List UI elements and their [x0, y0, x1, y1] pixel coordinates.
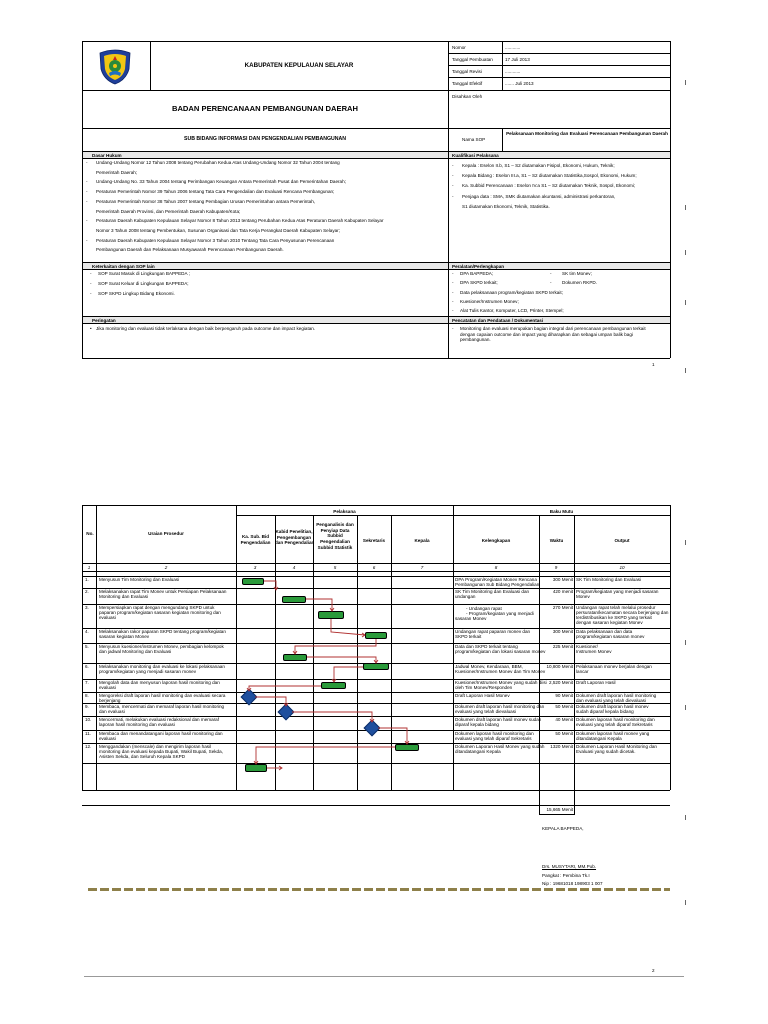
row-uraian-line: paparan program/kegiatan sasaran kegiatan monitoring dan — [99, 610, 221, 615]
kualifikasi-title: Kualifikasi Pelaksana — [452, 152, 499, 158]
dasar-hukum-item: Nomor 3 Tahun 2008 tentang Pembentukan, Susunan Organisasi dan Tata Kerja Perangkat Daerah Kabupaten Selayar; — [96, 227, 340, 233]
row-uraian-line: Membaca dan menandatangani laporan hasil monitoring dan — [99, 731, 223, 736]
row-uraian-line: program/kegiatan yang menjadi sasaran monev — [99, 669, 197, 674]
peralatan-item-b: Dokumen RKPD. — [562, 280, 597, 286]
column-number: 1 — [87, 564, 91, 570]
row-uraian-line: laporan hasil monitoring dan evaluasi — [99, 722, 175, 727]
meta-value-tanggal-efektif: ....... Juli 2013 — [505, 81, 534, 86]
row-kelengkapan-line: sasaran Monev — [455, 616, 487, 621]
row-kelengkapan-line: Dokumen Laporan Hasil Monev yang sudah — [455, 744, 545, 749]
row-output-line: dengan sasaran kegiatan Monev — [576, 620, 643, 625]
actor-label-line: Pengendalian — [240, 539, 271, 545]
row-kelengkapan-line: SKPD terkait — [455, 634, 482, 639]
row-uraian-line: Menyusun Tim Monitoring dan Evaluasi — [99, 577, 180, 582]
row-kelengkapan-line: Pembangunan Sub Bidang Pengendalian — [455, 582, 540, 587]
column-number: 8 — [494, 564, 498, 570]
dasar-hukum-bullet: - — [86, 160, 88, 165]
row-uraian-line: Monitoring dan Evaluasi — [99, 594, 149, 599]
row-uraian-line: Melaksanakan monitoring dan evaluasi ke lokasi pelaksanaan — [99, 664, 225, 669]
flow-connector-line — [292, 712, 372, 722]
row-uraian-line: Mencermati, melakukan evaluasi redaksional dan memaraf — [99, 717, 220, 722]
disahkan-oleh-label: Disahkan Oleh — [452, 94, 483, 99]
col-kelengkapan-header: Kelengkapan — [481, 538, 511, 543]
signature-title: KEPALA BAPPEDA, — [542, 826, 584, 831]
peralatan-item: DPA SKPD terkait; — [460, 280, 498, 286]
kualifikasi-item: Kepala : Eselon II.b, S1 – S2 diutamakan Fisipol, Ekonomi, Hukum, Teknik; — [462, 163, 615, 168]
row-output-line: Monev — [576, 594, 590, 599]
row-output-line: Pelaksanaan monev berjalan dengan — [576, 664, 652, 669]
row-kelengkapan-line: DPA Program/Kegiatan Monev Rencana — [455, 577, 537, 582]
row-output-line: sudah diparaf kepala bidang — [576, 709, 634, 714]
peralatan-bullet: - — [452, 280, 454, 286]
meta-value-nomor: ............ — [505, 45, 521, 50]
peralatan-item: DPA BAPPEDA; — [460, 271, 494, 276]
signature-pangkat: Pangkat : Pembina Tk.I — [542, 873, 590, 878]
row-kelengkapan-line: oleh Tim Monev/Responden — [455, 685, 513, 690]
peralatan-item: Data pelaksanaan program/kegiatan SKPD terkait; — [460, 289, 563, 295]
col-output-header: Output — [614, 538, 630, 543]
peringatan-text: Jika monitoring dan evaluasi tidak terlaksana dengan baik berpengaruh pada outcome dan impact kegiatan. — [96, 326, 316, 331]
meta-label-tanggal-pembuatan: Tanggal Pembuatan — [452, 57, 493, 62]
row-uraian-line: Mempersiapkan rapat dengan mengundang SKPD untuk — [99, 605, 215, 610]
row-output-line: Dokumen laporan hasil monitoring dan — [576, 717, 655, 722]
column-number: 2 — [164, 564, 168, 570]
row-output-line: Kuesioner/ — [576, 644, 598, 649]
actor-label-line: Penyiap Data — [320, 527, 350, 533]
pencatatan-line-2: dengan capaian outcome dan impact yang diharapkan dan sebagai umpan balik bagi — [460, 331, 633, 337]
row-waktu: 10,800 Menit — [546, 664, 573, 669]
actor-label-line: Subbid Statistik — [317, 544, 353, 550]
row-output-line: ditandatangani Kepala — [576, 736, 622, 741]
peralatan-item: Kuesioner/Instrumen Monev; — [460, 298, 519, 304]
peralatan-bullet: - — [452, 289, 454, 295]
row-uraian-line: evaluasi — [99, 736, 116, 741]
row-kelengkapan-line: Dokumen laporan hasil monitoring dan — [455, 731, 534, 736]
row-waktu: 90 Menit — [555, 693, 573, 698]
kualifikasi-item: Kepala Bidang : Eselon III.a, S1 – S2 diutamakan Statistika,Sospol, Ekonomi, Hukum; — [462, 173, 637, 179]
row-kelengkapan-line: - Undangan rapat — [466, 606, 502, 611]
meta-label-tanggal-efektif: Tanggal Efektif — [452, 81, 483, 86]
meta-label-tanggal-revisi: Tanggal Revisi — [452, 69, 482, 74]
meta-value-tanggal-pembuatan: 17 Juli 2013 — [505, 57, 530, 62]
row-waktu: 270 Menit — [552, 605, 573, 610]
column-number: 3 — [253, 564, 257, 570]
dasar-hukum-item: Pemerintah Daerah; — [96, 169, 138, 175]
column-number: 4 — [292, 564, 296, 570]
kualifikasi-item: S1 diutamakan Ekonomi, Teknik, Statistika. — [462, 203, 550, 209]
row-waktu: 420 menit — [552, 589, 573, 594]
peralatan-bullet: - — [452, 308, 454, 314]
peringatan-bullet: • — [90, 326, 92, 331]
actor-label-line: Sekretaris — [362, 538, 386, 543]
row-number: 5. — [85, 644, 89, 649]
row-waktu: 40 Menit — [555, 717, 573, 722]
dasar-hukum-bullet: - — [86, 198, 88, 204]
row-uraian-line: Membaca, mencermati dan memaraf laporan hasil monitoring — [99, 704, 225, 709]
dasar-hukum-item: Peraturan Daerah Kabupaten Kepulauan Selayar Nomor 8 Tahun 2013 tentang Perubahan Kedua Atas Peraturan Daerah Kabupaten Selayar — [96, 218, 384, 224]
flow-connector-line — [331, 619, 365, 635]
dasar-hukum-bullet: - — [86, 179, 88, 185]
keterkaitan-item: SOP SKPD Lingkup Bidang Ekonomi. — [98, 291, 175, 296]
row-waktu: 50 Menit — [555, 704, 573, 709]
peralatan-bullet: - — [550, 271, 552, 276]
row-waktu: 2,520 Menit — [548, 680, 573, 685]
row-output-line: persuratan/kecamatan secara berjenjang dan — [576, 610, 669, 615]
row-kelengkapan-line: diparaf kepala bidang — [455, 722, 499, 727]
page-number-2: 2 — [652, 968, 655, 973]
row-number: 6. — [85, 664, 89, 669]
dasar-hukum-item: Peraturan Daerah Kabupaten Kepulauan Selayar Nomor 3 Tahun 2010 Tentang Tata Cara Penyusunan Perencanaan — [96, 237, 335, 243]
actor-label-line: Subbid — [327, 533, 343, 539]
pencatatan-dash: - — [452, 326, 454, 331]
keterkaitan-item: SOP Surat Keluar di Lingkungan BAPPEDA; — [98, 281, 189, 286]
row-uraian-line: sasaran kegiatan Monev — [99, 634, 150, 639]
kualifikasi-bullet: - — [452, 183, 454, 189]
column-number: 10 — [619, 564, 625, 570]
row-number: 1. — [85, 577, 89, 582]
dasar-hukum-title: Dasar Hukum — [92, 152, 122, 158]
row-output-line: Instrumen Monev — [576, 649, 612, 654]
actor-label-line: Kepala — [414, 538, 430, 543]
pencatatan-line-1: Monitoring dan evaluasi merupakan bagian integral dari perencanaan pembangunan terkait — [460, 326, 646, 331]
row-waktu: 1320 Menit — [550, 744, 573, 749]
row-output-line: dan evaluasi yang telah dievaluasi — [576, 698, 646, 703]
row-number: 4. — [85, 629, 89, 634]
dasar-hukum-item: Peraturan Pemerintah Nomor 38 Tahun 2007 tentang Pembagian Urusan Pemerintahan antara Pemerintah, — [96, 198, 316, 204]
dasar-hukum-bullet: - — [86, 237, 88, 243]
row-uraian-line: Mengolah data dan menyusun laporan hasil monitoring dan — [99, 680, 220, 685]
peralatan-title: Peralatan/Perlengkapan — [452, 263, 505, 269]
row-uraian-line: dan evaluasi — [99, 709, 125, 714]
row-uraian-line: Asisten Sekda, dan Seluruh Kepala SKPD — [99, 754, 186, 759]
row-output-line: Dokumen draft laporan hasil monitoring — [576, 693, 657, 698]
dasar-hukum-bullet: - — [86, 189, 88, 195]
peralatan-item-b: SK tim Monev; — [562, 271, 592, 276]
row-waktu: 225 Menit — [552, 644, 573, 649]
row-uraian-line: Melaksanakan rakor paparan SKPD tentang program/kegiatan — [99, 629, 226, 634]
column-number: 9 — [554, 564, 558, 570]
row-kelengkapan-line: Kuesioner/Instrumen Monev dan Tim Monev — [455, 669, 546, 674]
row-kelengkapan-line: Undangan rapat paparan monev dan — [455, 629, 531, 634]
row-output-line: Evaluasi yang sudah dicetak. — [576, 749, 636, 754]
col-waktu-header: Waktu — [549, 538, 564, 543]
column-number: 5 — [333, 564, 337, 570]
sub-division-title: SUB BIDANG INFORMASI DAN PENGENDALIAN PEMBANGUNAN — [184, 136, 346, 142]
pencatatan-title: Pencatatan dan Pendataan / Dokumentasi — [452, 317, 544, 323]
peralatan-bullet: - — [452, 298, 454, 304]
row-output-line: lancar — [576, 669, 589, 674]
row-kelengkapan-line: Kuesioner/Instrumen Monev yang sudah diisi — [455, 680, 547, 685]
flow-connector-line — [249, 686, 321, 691]
sop-name-value: Pelaksanaan Monitoring dan Evaluasi Perencanaan Pembangunan Daerah — [506, 131, 668, 136]
flow-connector-line — [307, 657, 376, 663]
row-number: 3. — [85, 605, 89, 610]
row-kelengkapan-line: ditandatangani Kepala — [455, 749, 501, 754]
row-uraian-line: dan jadwal Monitoring dan Evaluasi — [99, 649, 172, 654]
row-output-line: Dokumen laporan hasil monev yang — [576, 731, 650, 736]
flow-connector-line — [295, 639, 376, 654]
dasar-hukum-item: Undang-Undang Nomor 12 Tahun 2008 tentang Perubahan Kedua Atas Undang-Undang Nomor 32 Tahun 2004 tentang — [96, 160, 340, 165]
row-kelengkapan-line: Draft Laporan Hasil Monev — [455, 693, 510, 698]
row-output-line: SK Tim Monitoring dan Evaluasi — [576, 577, 642, 582]
row-waktu: 50 Menit — [555, 731, 573, 736]
actor-label-line: Pengendalian — [320, 539, 350, 545]
dasar-hukum-item: Pembangunan Daerah dan Pelaksanaan Musyawarah Perencanaan Pembangunan Daerah. — [96, 247, 284, 253]
keterkaitan-bullet: - — [90, 291, 92, 296]
keterkaitan-bullet: - — [90, 271, 92, 276]
page-separator — [88, 888, 670, 891]
row-kelengkapan-line: SK Tim Monitoring dan Evaluasi dan — [455, 589, 530, 594]
row-output-line: Undangan rapat telah melalui prosedur — [576, 605, 656, 610]
row-uraian-line: Menggandakan (menscale) dan mengirim laporan hasil — [99, 744, 212, 749]
kualifikasi-bullet: - — [452, 193, 454, 199]
flow-connector-line — [256, 747, 395, 764]
peralatan-bullet: - — [550, 280, 552, 286]
row-output-line: Draft Laporan Hasil — [576, 680, 616, 685]
agency-name-title: BADAN PERENCANAAN PEMBANGUNAN DAERAH — [171, 104, 359, 113]
row-kelengkapan-line: Dokumen draft laporan hasil monev sudah — [455, 717, 542, 722]
row-uraian-line: monitoring dan evaluasi kepada Bupati, Wakil Bupati, Sekda, — [99, 749, 223, 754]
row-kelengkapan-line: undangan — [455, 594, 476, 599]
row-output-line: program/kegiatan sasaran monev — [576, 634, 645, 639]
actor-label-line: Ka. Sub. Bid — [241, 534, 270, 539]
meta-label-nomor: Nomor — [452, 45, 466, 50]
agency-region-title: KABUPATEN KEPULAUAN SELAYAR — [244, 62, 354, 69]
peralatan-bullet: - — [452, 271, 454, 276]
keterkaitan-item: SOP Surat Masuk di Lingkungan BAPPEDA ; — [98, 271, 190, 276]
row-number: 11. — [85, 731, 92, 736]
keterkaitan-title: Keterkaitan dengan SOP lain — [92, 263, 155, 269]
meta-value-tanggal-revisi: ............ — [505, 69, 521, 74]
dasar-hukum-bullet: - — [86, 218, 88, 224]
row-output-line: terdistribusikan ke SKPD yang terkait — [576, 615, 652, 620]
row-number: 10. — [85, 717, 92, 722]
actor-label-line: Kabid Penelitian, — [275, 529, 313, 534]
row-output-line: Dokumen Laporan Hasil Monitoring dan — [576, 744, 657, 749]
row-kelengkapan-line: Jadwal Monev, Kendaraan, BBM, — [455, 664, 523, 669]
row-output-line: Program/kegiatan yang menjadi sasaran — [576, 589, 659, 594]
pencatatan-line-3: pembangunan. — [460, 337, 491, 342]
col-baku-mutu-header: Baku Mutu — [549, 509, 574, 514]
column-number: 6 — [372, 564, 376, 570]
row-kelengkapan-line: Dokumen draft laporan hasil monitoring dan — [455, 704, 545, 709]
peralatan-item: Alat Tulis Kantor, Komputer, LCD, Printer, Stempel; — [460, 308, 564, 314]
actor-label-line: Penganalisis dan — [316, 522, 354, 527]
row-output-line: Data pelaksanaan dan data — [576, 629, 633, 634]
flow-connector-line — [334, 667, 363, 682]
kualifikasi-bullet: - — [452, 173, 454, 179]
row-uraian-line: Mengoreksi draft laporan hasil monitoring dan evaluasi secara — [99, 693, 226, 698]
keterkaitan-bullet: - — [90, 281, 92, 286]
row-kelengkapan-line: Data dan SKPD terkait tentang — [455, 644, 518, 649]
row-number: 7. — [85, 680, 89, 685]
row-uraian-line: evaluasi — [99, 615, 116, 620]
row-uraian-line: berjenjang — [99, 698, 121, 703]
row-uraian-line: Menyusun kuesioner/instrumen Monev, pembagian kelompok — [99, 644, 224, 649]
kualifikasi-item: Penjaga data : SMA, SMK diutamakan akuntansi, administrasi perkantoran, — [462, 193, 616, 199]
dasar-hukum-item: Pemerintah Daerah Provinsi, dan Pemerintah Daerah Kabupaten/Kota; — [96, 208, 241, 214]
col-no-header: No. — [86, 531, 94, 536]
row-uraian-line: evaluasi — [99, 685, 116, 690]
col-pelaksana-header: Pelaksana — [333, 509, 356, 514]
signature-nip: Nip : 19681018 198903 1 007 — [542, 881, 603, 886]
row-kelengkapan-line: evaluasi yang telah dievaluasi — [455, 709, 517, 714]
row-number: 2. — [85, 589, 89, 594]
row-kelengkapan-line: - Program/kegiatan yang menjadi — [466, 611, 534, 616]
row-number: 12. — [85, 744, 92, 749]
sop-name-label: Nama SOP — [462, 137, 486, 142]
actor-label-line: dan Pengendalian — [275, 540, 315, 546]
dasar-hukum-item: Undang-Undang No. 33 Tahun 2004 tentang Perimbangan Keuangan Antara Pemerintah Pusat dan Pemerintahan Daerah; — [96, 179, 346, 185]
dasar-hukum-item: Peraturan Pemerintah Nomor 39 Tahun 2006 tentang Tata Cara Pengendalian dan Evaluasi Rencana Pembangunan; — [96, 189, 335, 195]
row-output-line: Dokumen draft laporan hasil monev — [576, 704, 649, 709]
kualifikasi-item: Ka. Subbid Perencanaan : Eselon IV.a S1 – S2 diutamakan Teknik, Sospol, Ekonomi; — [462, 183, 636, 189]
flow-connector-line — [306, 599, 332, 611]
row-waktu: 300 Menit — [552, 629, 573, 634]
peringatan-title: Peringatan — [92, 317, 116, 323]
kualifikasi-bullet: - — [452, 163, 454, 168]
flow-connector-line — [255, 697, 286, 706]
row-kelengkapan-line: evaluasi yang telah diparaf Sekretaris — [455, 736, 532, 741]
actor-label-line: Pengembangan — [276, 534, 312, 540]
page-number-1: 1 — [652, 362, 655, 367]
row-output-line: evaluasi yang telah diparaf Sekretaris — [576, 722, 653, 727]
flow-connector-line — [378, 728, 407, 744]
row-number: 8. — [85, 693, 89, 698]
col-uraian-header: Uraian Prosedur — [148, 531, 184, 536]
column-number: 7 — [420, 564, 424, 570]
total-waktu: 15,665 Menit — [546, 806, 573, 812]
row-uraian-line: Melaksanakan rapat Tim Monev untuk Persiapan Pelaksanaan — [99, 589, 227, 594]
row-kelengkapan-line: program/kegiatan dan lokasi sasaran monev — [455, 649, 546, 654]
flow-connector-line — [264, 581, 276, 590]
row-waktu: 300 Menit — [552, 577, 573, 582]
row-number: 9. — [85, 704, 89, 709]
signature-name: Drs. MUSYTARI, MM.Pub. — [542, 864, 597, 869]
